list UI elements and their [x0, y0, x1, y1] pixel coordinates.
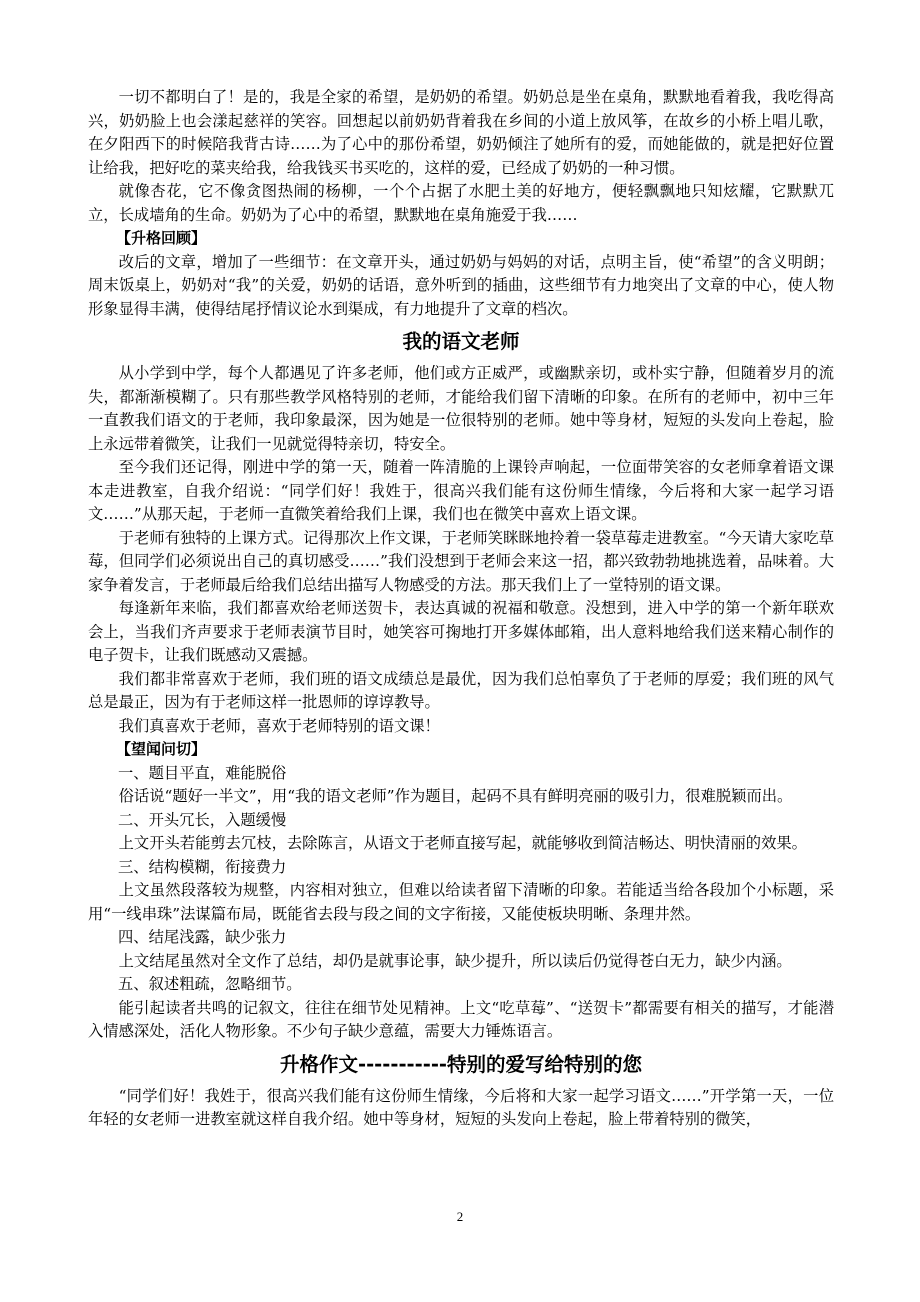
- diagnosis-text: 俗话说“题好一半文”，用“我的语文老师”作为题目，起码不具有鲜明亮丽的吸引力，很难脱颖而出。: [118, 787, 793, 805]
- paragraph: 我们真喜欢于老师，喜欢于老师特别的语文课！: [118, 716, 440, 735]
- diagnosis-heading: 一、题目平直，难能脱俗: [118, 763, 287, 782]
- review-label: 【升格回顾】: [116, 229, 207, 247]
- paragraph: “同学们好！我姓于，很高兴我们能有这份师生情缘，今后将和大家一起学习语文……”开学第一天，一位年轻的女老师一进教室就这样自我介绍。她中等身材，短短的头发向上卷起，脸上带着特别的微笑，: [88, 1086, 834, 1128]
- diagnosis-text: 上文虽然段落较为规整，内容相对独立，但难以给读者留下清晰的印象。若能适当给各段加个小标题，采用“一线串珠”法谋篇布局，既能省去段与段之间的文字衔接，又能使板块明晰、条理井然。: [88, 881, 834, 923]
- diagnosis-heading: 五、叙述粗疏，忽略细节。: [118, 975, 302, 993]
- diagnosis-heading: 四、结尾浅露，缺少张力: [118, 928, 287, 946]
- diagnosis-heading: 三、结构模糊，衔接费力: [118, 857, 287, 876]
- upgrade-title: 升格作文-----------特别的爱写给特别的您: [279, 1052, 643, 1076]
- diagnosis-text: 上文结尾虽然对全文作了总结，却仍是就事论事，缺少提升，所以读后仍觉得苍白无力，缺少内涵。: [118, 951, 792, 970]
- review-text: 改后的文章，增加了一些细节：在文章开头，通过奶奶与妈妈的对话，点明主旨，使“希望”的含义明朗；周末饭桌上，奶奶对“我”的关爱，奶奶的话语，意外听到的插曲，这些细节有力地突出了文章的中心，使人物形象显得丰满，使得结尾抒情议论水到渠成，有力地提升了文章的档次。: [88, 252, 834, 318]
- paragraph: 我们都非常喜欢于老师，我们班的语文成绩总是最优，因为我们总怕辜负了于老师的厚爱；我们班的风气总是最正，因为有于老师这样一批恩师的谆谆教导。: [88, 669, 834, 711]
- paragraph: 从小学到中学，每个人都遇见了许多老师，他们或方正威严，或幽默亲切，或朴实宁静，但随着岁月的流失，都渐渐模糊了。只有那些教学风格特别的老师，才能给我们留下清晰的印象。在所有的老师中，初中三年一直教我们语文的于老师，我印象最深，因为她是一位很特别的老师。她中等身材，短短的头发向上卷起，脸上永远带着微笑，让我们一见就觉得特亲切，特安全。: [88, 364, 834, 453]
- diagnosis-label: 【望闻问切】: [116, 740, 207, 758]
- text-column: [88, 86, 834, 1132]
- paragraph: 至今我们还记得，刚进中学的第一天，随着一阵清脆的上课铃声响起，一位面带笑容的女老师拿着语文课本走进教室，自我介绍说：“同学们好！我姓于，很高兴我们能有这份师生情缘，今后将和大家一起学习语文……”从那天起，于老师一直微笑着给我们上课，我们也在微笑中喜欢上语文课。: [88, 458, 834, 523]
- diagnosis-text: 上文开头若能剪去冗枝，去除陈言，从语文于老师直接写起，就能够收到简洁畅达、明快清丽的效果。: [118, 834, 807, 852]
- paragraph: 一切不都明白了！是的，我是全家的希望，是奶奶的希望。奶奶总是坐在桌角，默默地看着我，我吃得高兴，奶奶脸上也会漾起慈祥的笑容。回想起以前奶奶背着我在乡间的小道上放风筝，在故乡的小桥上唱儿歌，在夕阳西下的时候陪我背古诗……为了心中的那份希望，奶奶倾注了她所有的爱，而她能做的，就是把好位置让给我，把好吃的菜夹给我，给我钱买书买吃的，这样的爱，已经成了奶奶的一种习惯。: [88, 88, 834, 177]
- paragraph: 就像杏花，它不像贪图热闹的杨柳，一个个占据了水肥土美的好地方，便轻飘飘地只知炫耀，它默默兀立，长成墙角的生命。奶奶为了心中的希望，默默地在桌角施爱于我……: [88, 182, 834, 224]
- paragraph: 每逢新年来临，我们都喜欢给老师送贺卡，表达真诚的祝福和敬意。没想到，进入中学的第一个新年联欢会上，当我们齐声要求于老师表演节目时，她笑容可掬地打开多媒体邮箱，出人意料地给我们送来精心制作的电子贺卡，让我们既感动又震撼。: [88, 599, 834, 664]
- diagnosis-text: 能引起读者共鸣的记叙文，往往在细节处见精神。上文“吃草莓”、“送贺卡”都需要有相关的描写，才能潜入情感深处，活化人物形象。不少句子缺少意蕴，需要大力锤炼语言。: [88, 998, 834, 1040]
- article-title: 我的语文老师: [402, 330, 520, 353]
- diagnosis-heading: 二、开头冗长，入题缓慢: [118, 810, 287, 829]
- paragraph: 于老师有独特的上课方式。记得那次上作文课，于老师笑眯眯地拎着一袋草莓走进教室。“今天请大家吃草莓，但同学们必须说出自己的真切感受……”我们没想到于老师会来这一招，都兴致勃勃地挑选着，品味着。大家争着发言，于老师最后给我们总结出描写人物感受的方法。那天我们上了一堂特别的语文课。: [88, 528, 834, 594]
- page-number: 2: [456, 1209, 464, 1224]
